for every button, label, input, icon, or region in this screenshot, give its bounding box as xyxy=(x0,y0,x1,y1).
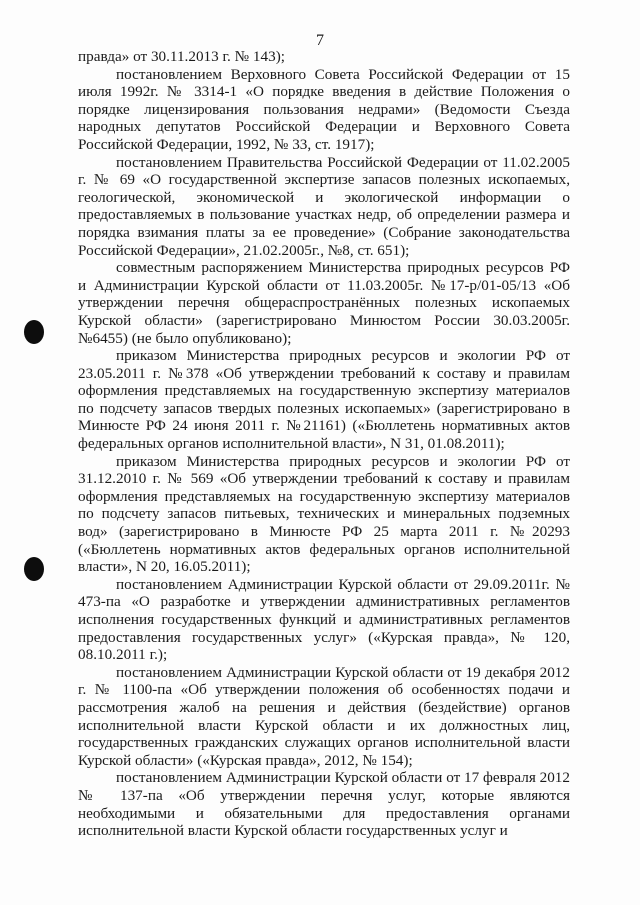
paragraph-order-569: приказом Министерства природных ресурсов и экологии РФ от 31.12.2010 г. № 569 «Об утверждении требований к составу и правилам оформления представляемых на государственную экспертизу материалов по подсчету запасов питьевых, технических и минеральных подземных вод» (зарегистрировано в Минюсте РФ 25 марта 2011 г. №20293 («Бюллетень нормативных актов федеральных органов исполнительной власти», N 20, 16.05.2011); xyxy=(78,452,570,576)
punch-hole xyxy=(24,557,44,581)
document-body xyxy=(78,48,570,840)
paragraph-order-378: приказом Министерства природных ресурсов и экологии РФ от 23.05.2011 г. №378 «Об утверждении требований к составу и правилам оформления представляемых на государственную экспертизу материалов по подсчету запасов твердых полезных ископаемых» (зарегистрировано в Минюсте РФ 24 июня 2011 г. №21161) («Бюллетень нормативных актов федеральных органов исполнительной власти», N 31, 01.08.2011); xyxy=(78,347,570,453)
paragraph-government-resolution: постановлением Правительства Российской Федерации от 11.02.2005 г. № 69 «О государственной экспертизе запасов полезных ископаемых, геологической, экономической и экологической информации о предоставляемых в пользование участках недр, об определении размера и порядка взимания платы за ее проведение» (Собрание законодательства Российской Федерации», 21.02.2005г., №8, ст. 651); xyxy=(78,153,570,259)
punch-hole xyxy=(24,320,44,344)
paragraph-resolution-137: постановлением Администрации Курской области от 17 февраля 2012 № 137-па «Об утверждении перечня услуг, которые являются необходимыми и обязательными для предоставления органами исполнительной власти Курской области государственных услуг и xyxy=(78,769,570,840)
paragraph-resolution-1100: постановлением Администрации Курской области от 19 декабря 2012 г. № 1100-па «Об утверждении положения об особенностях подачи и рассмотрения жалоб на решения и действия (бездействие) органов исполнительной власти Курской области и их должностных лиц, государственных гражданских служащих органов исполнительной власти Курской области» («Курская правда», 2012, № 154); xyxy=(78,663,570,769)
paragraph-supreme-council-resolution: постановлением Верховного Совета Российской Федерации от 15 июля 1992г. № 3314-1 «О порядке введения в действие Положения о порядке лицензирования пользования недрами» (Ведомости Съезда народных депутатов Российской Федерации и Верховного Совета Российской Федерации, 1992, № 33, ст. 1917); xyxy=(78,65,570,153)
paragraph-continuation: правда» от 30.11.2013 г. № 143); xyxy=(78,48,285,65)
page-number: 7 xyxy=(316,32,324,49)
paragraph-joint-order: совместным распоряжением Министерства природных ресурсов РФ и Администрации Курской области от 11.03.2005г. №17-р/01-05/13 «Об утверждении перечня общераспространённых полезных ископаемых Курской области» (зарегистрировано Минюстом России 30.03.2005г. №6455) (не было опубликовано); xyxy=(78,259,570,347)
paragraph-resolution-473: постановлением Администрации Курской области от 29.09.2011г. № 473-па «О разработке и утверждении административных регламентов исполнения государственных функций и административных регламентов предоставления государственных услуг» («Курская правда», № 120, 08.10.2011 г.); xyxy=(78,575,570,664)
